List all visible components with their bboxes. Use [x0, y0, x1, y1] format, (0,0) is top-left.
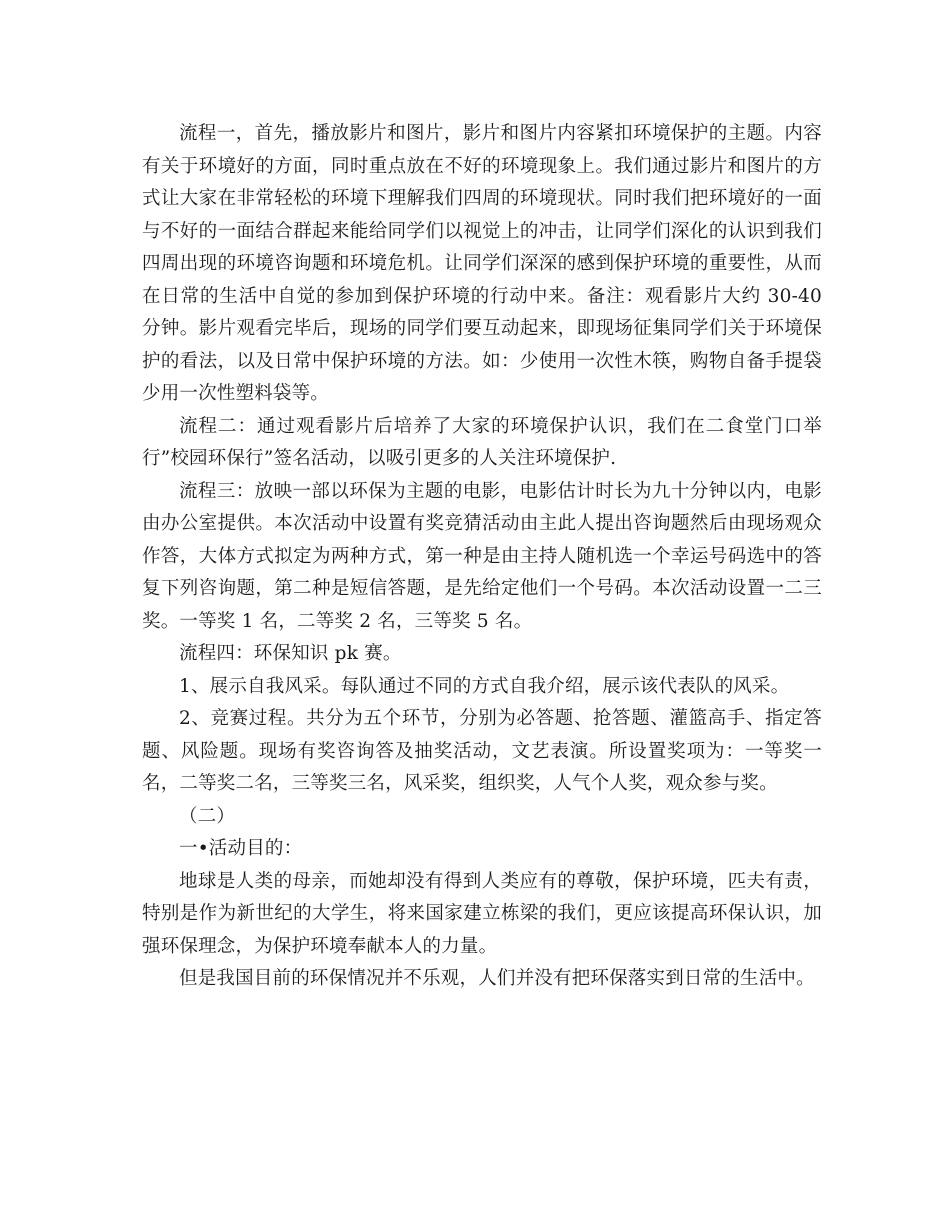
- paragraph-process-three: 流程三：放映一部以环保为主题的电影，电影估计时长为九十分钟以内，电影由办公室提供。本次活动中设置有奖竞猜活动由主此人提出咨询题然后由现场观众作答，大体方式拟定为两种方式，第一种是由主持人随机选一个幸运号码选中的答复下列咨询题，第二种是短信答题，是先给定他们一个号码。本次活动设置一二三奖。一等奖 1 名，二等奖 2 名，三等奖 5 名。: [142, 480, 822, 632]
- paragraph-process-two: 流程二：通过观看影片后培养了大家的环境保护认识，我们在二食堂门口举行”校园环保行”签名活动，以吸引更多的人关注环境保护.: [142, 415, 822, 469]
- paragraph-item-one: 1、展示自我风采。每队通过不同的方式自我介绍，展示该代表队的风采。: [179, 675, 790, 697]
- subheading-activity-purpose: 一•活动目的：: [179, 838, 303, 859]
- paragraph-process-four: 流程四：环保知识 pk 赛。: [179, 643, 402, 664]
- section-heading-two: （二）: [179, 805, 236, 827]
- paragraph-item-two: 2、竞赛过程。共分为五个环节，分别为必答题、抢答题、灌篮高手、指定答题、风险题。现场有奖咨询答及抽奖活动，文艺表演。所设置奖项为：一等奖一名，二等奖二名，三等奖三名，风采奖，组织奖，人气个人奖，观众参与奖。: [142, 708, 822, 794]
- document-body: [142, 118, 822, 996]
- paragraph-process-one: 流程一，首先，播放影片和图片，影片和图片内容紧扣环境保护的主题。内容有关于环境好的方面，同时重点放在不好的环境现象上。我们通过影片和图片的方式让大家在非常轻松的环境下理解我们四周的环境现状。同时我们把环境好的一面与不好的一面结合群起来能给同学们以视觉上的冲击，让同学们深化的认识到我们四周出现的环境咨询题和环境危机。让同学们深深的感到保护环境的重要性，从而在日常的生活中自觉的参加到保护环境的行动中来。备注：观看影片大约 30-40 分钟。影片观看完毕后，现场的同学们要互动起来，即现场征集同学们关于环境保护的看法，以及日常中保护环境的方法。如：少使用一次性木筷，购物自备手提袋少用一次性塑料袋等。: [142, 123, 822, 404]
- paragraph-purpose-earth: 地球是人类的母亲，而她却没有得到人类应有的尊敬，保护环境，匹夫有责，特别是作为新世纪的大学生，将来国家建立栋梁的我们，更应该提高环保认识，加强环保理念，为保护环境奉献本人的力量。: [142, 870, 822, 957]
- paragraph-purpose-situation: 但是我国目前的环保情况并不乐观，人们并没有把环保落实到日常的生活中。: [179, 968, 815, 989]
